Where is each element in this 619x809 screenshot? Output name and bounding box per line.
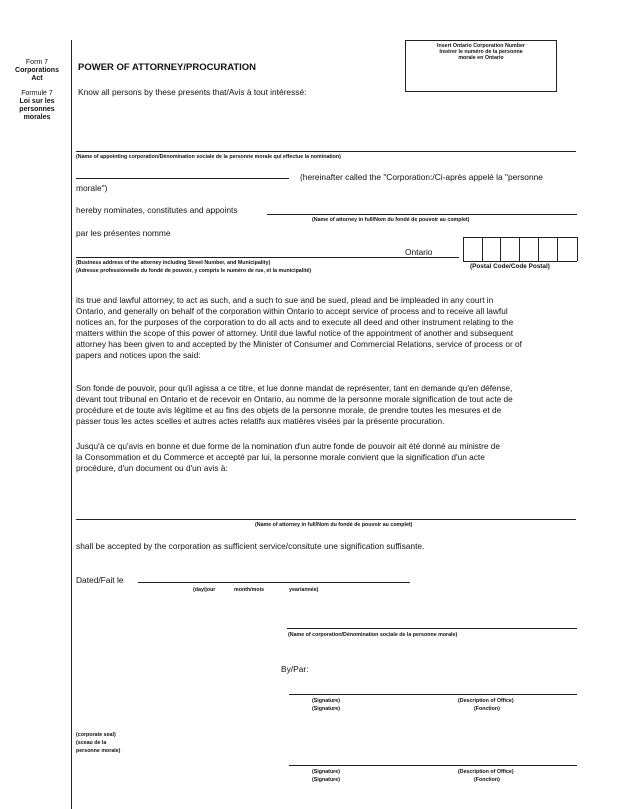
accepted-text: shall be accepted by the corporation as sufficient service/consitute une signification suffisante. (76, 541, 425, 551)
signature-field-1[interactable] (289, 694, 577, 695)
business-address-caption-en: (Business address of the attorney including Street Number, and Municipality) (76, 260, 271, 266)
office-2-caption-en: (Description of Office) (458, 769, 514, 775)
act-name-line1: Corporations (15, 67, 59, 74)
loi-name-line2: personnes (19, 106, 55, 113)
french-paragraph (76, 383, 513, 427)
office-2-caption-fr: (Fonction) (474, 777, 500, 783)
date-field[interactable] (138, 582, 410, 583)
hereinafter-text-line1: (hereinafter called the "Corporation:/Ci-après appelé la "personne (300, 172, 543, 182)
corporate-seal-caption-en: (corporate seal) (76, 732, 116, 738)
french-paragraph-2-line: la Consommation et du Commerce et accepté par lui, la personne morale convient que la signification d'un acte (76, 452, 485, 462)
attorney-name-field-2[interactable] (76, 519, 576, 520)
english-paragraph (76, 295, 522, 361)
french-paragraph-2-line: Jusqu'à ce qu'avis en bonne et due forme de la nomination d'un autre fonde de pouvoir ait été donné au ministre de (76, 441, 501, 451)
date-day-caption: (day/jour (193, 587, 216, 593)
signature-2-caption-en: (Signature) (312, 769, 340, 775)
loi-name-line1: Loi sur les (19, 98, 55, 105)
french-paragraph-2 (76, 441, 500, 474)
hereinafter-text-line2: morale") (76, 183, 108, 193)
left-margin-rule (71, 40, 72, 809)
english-paragraph-line: its true and lawful attorney, to act as such, and a such to sue and be sued, plead and be impleaded in any court in (76, 295, 494, 305)
french-paragraph-line: passer tous les actes scelles et autres actes relatifs aux matières visées par la présente procuration. (76, 416, 445, 426)
attorney-name-caption-2: (Name of attorney in full/Nom du fondé de pouvoir au complet) (255, 522, 413, 528)
appointing-corporation-field[interactable] (76, 151, 576, 152)
par-presentes-text: par les présentes nomme (76, 228, 171, 238)
english-paragraph-line: matters within the scope of this power of attorney. Until due lawful notice of the appointment of another and subsequent (76, 328, 514, 338)
corporation-number-box[interactable] (405, 40, 557, 92)
date-year-caption: year/année) (289, 587, 319, 593)
signature-2-caption-fr: (Signature) (312, 777, 340, 783)
intro-text: Know all persons by these presents that/Avis à tout intéressé: (78, 87, 307, 97)
dated-label: Dated/Fait le (76, 575, 124, 585)
nominates-text: hereby nominates, constitutes and appoints (76, 205, 238, 215)
office-1-caption-fr: (Fonction) (474, 706, 500, 712)
attorney-name-field[interactable] (267, 214, 577, 215)
province-label: Ontario (405, 247, 433, 257)
corp-box-line3: morale en Ontario (458, 55, 504, 61)
corp-box-line2: Insérer le numéro de la personne (439, 49, 523, 55)
attorney-name-caption: (Name of attorney in full/Nom du fondé de pouvoir au complet) (312, 217, 470, 223)
signature-1-caption-en: (Signature) (312, 698, 340, 704)
english-paragraph-line: Ontario, and generally on behalf of the corporation within Ontario to accept service of process and to receive all lawful (76, 306, 508, 316)
form-title: POWER OF ATTORNEY/PROCURATION (78, 62, 257, 73)
date-month-caption: month/mois (234, 587, 265, 593)
business-address-caption-fr: (Adresse professionnelle du fondé de pouvoir, y compris le numéro de rue, et la municipalité) (76, 268, 312, 274)
english-paragraph-line: attorney has been given to and accepted by the Minister of Consumer and Commercial Relations, service of process or of (76, 339, 522, 349)
corporation-name-signature-field[interactable] (287, 628, 577, 629)
act-name-line2: Act (31, 75, 43, 82)
loi-name-line3: morales (23, 114, 51, 121)
signature-field-2[interactable] (289, 765, 577, 766)
office-1-caption-en: (Description of Office) (458, 698, 514, 704)
french-paragraph-line: Son fonde de pouvoir, pour qu'il agissa a ce titre, et lue donne mandat de représenter, tant en demande qu'en défense, (76, 383, 513, 393)
corporation-name-caption: (Name of corporation/Dénomination sociale de la personne morale) (288, 632, 458, 638)
english-paragraph-line: notices an, for the purposes of the corporation to do all acts and to execute all deed and other instrument relating to the (76, 317, 514, 327)
corporation-name-field[interactable] (76, 178, 289, 179)
appointing-corporation-caption: (Name of appointing corporation/Dénomination sociale de la personne morale qui effectue la nomination) (76, 154, 341, 160)
english-paragraph-line: papers and notices upon the said: (76, 350, 201, 360)
french-paragraph-line: devant tout tribunal en Ontario et de recevoir en Ontario, au nomme de la personne morale signification de tout acte de (76, 394, 513, 404)
corporate-seal-caption-fr1: (sceau de la (76, 740, 107, 746)
by-label: By/Par: (281, 664, 309, 674)
french-paragraph-line: procédure et de toute avis légitime et au fins des objets de la personne morale, de prendre toutes les mesures et de (76, 405, 502, 415)
corp-box-line1: Insert Ontario Corporation Number (437, 43, 525, 49)
french-paragraph-2-line: procédure, d'un document ou d'un avis à: (76, 463, 228, 473)
business-address-field[interactable] (76, 257, 459, 258)
formule-number: Formule 7 (21, 90, 53, 97)
signature-1-caption-fr: (Signature) (312, 706, 340, 712)
form-side-label (6, 59, 68, 122)
corporate-seal-caption-fr2: personne morale) (76, 748, 121, 754)
form-number: Form 7 (25, 59, 49, 66)
postal-code-caption: (Postal Code/Code Postal) (470, 263, 550, 270)
